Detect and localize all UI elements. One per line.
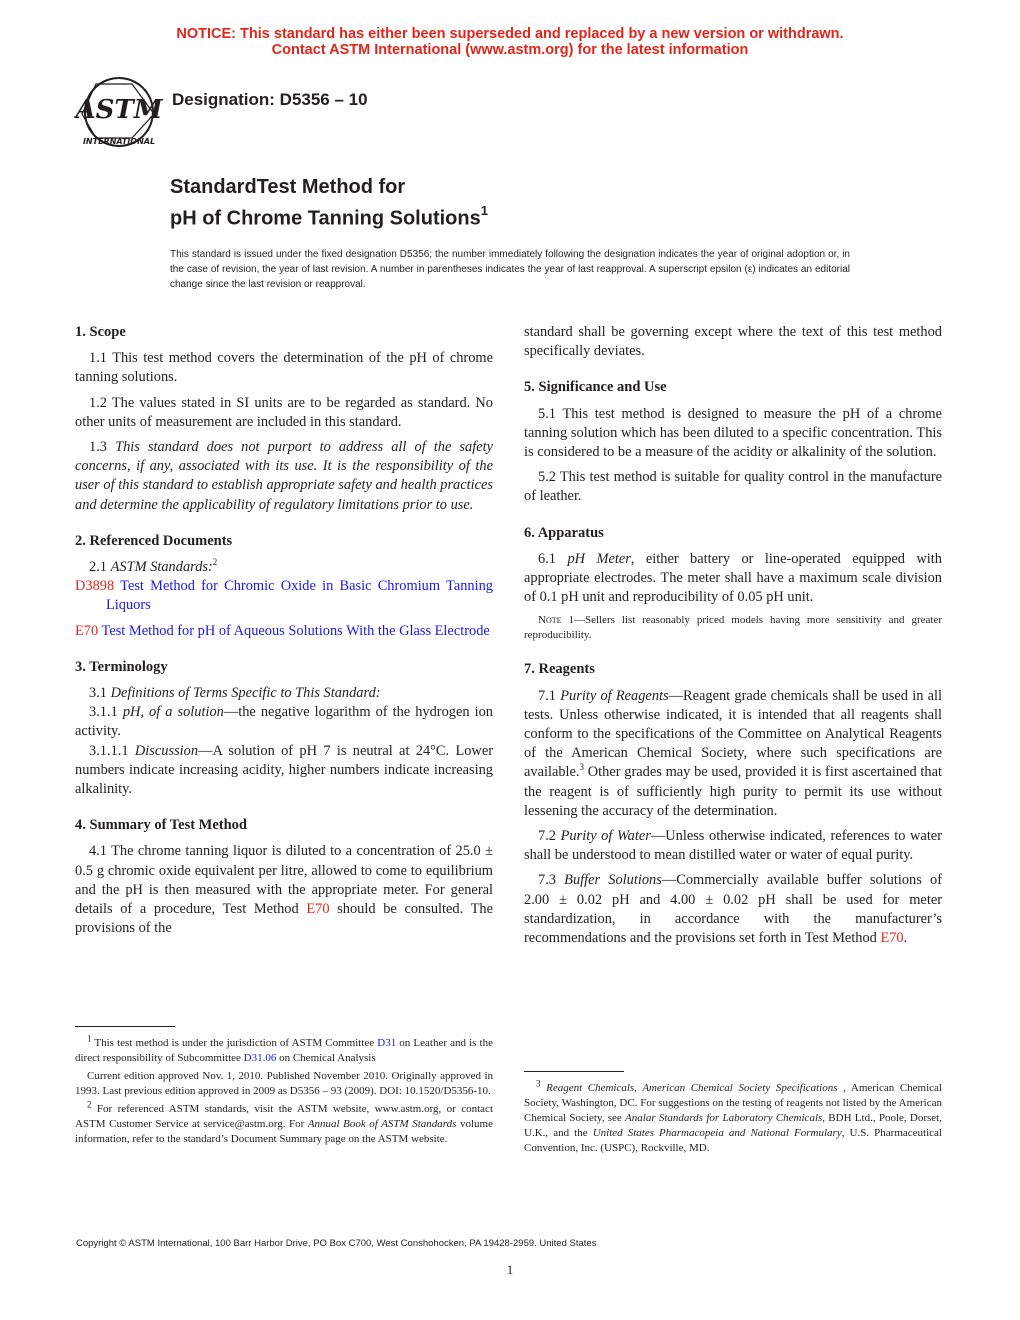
section-heading-scope: 1. Scope [75,324,126,340]
link-e70-reagents[interactable]: E70 [880,930,904,947]
paragraph-3-1-1: 3.1.1 pH, of a solution—the negative logarithm of the hydrogen ion activity. [75,704,493,740]
paragraph-1-1: 1.1 This test method covers the determination of the pH of chrome tanning solutions. [75,350,493,386]
paragraph-4-1: 4.1 The chrome tanning liquor is diluted to a concentration of 25.0 ± 0.5 g chromic oxide equivalent per litre, allowed to come to equilibrium and the pH is then measured with the appropriate meter. For general details of a procedure, Test Method E70 should be consulted. The provisions of the [75,843,493,937]
title-footnote-mark: 1 [480,203,488,218]
right-column [524,323,942,954]
copyright-line: Copyright © ASTM International, 100 Barr Harbor Drive, PO Box C700, West Conshohocken, PA 19428-2959. United States [76,1238,597,1249]
paragraph-3-1-1-1: 3.1.1.1 Discussion—A solution of pH 7 is neutral at 24°C. Lower numbers indicate increasing acidity, higher numbers indicate increasing alkalinity. [75,742,493,798]
logo-letters: ASTM [75,95,163,125]
paragraph-5-2: 5.2 This test method is suitable for quality control in the manufacture of leather. [524,469,942,505]
title-line-1: StandardTest Method for [170,176,406,198]
left-column [75,323,493,944]
astm-logo [74,74,164,148]
notice-line-2: Contact ASTM International (www.astm.org) for the latest information [271,42,749,58]
section-heading-summary: 4. Summary of Test Method [75,817,247,834]
footnotes-left [75,1033,493,1150]
footnote-1: $^1$ This test method is under the jurisdiction of ASTM Committee D31 on Leather and is the direct responsibility of Subcommittee D31.06 on Chemical Analysis [75,1033,493,1064]
footnotes-right [524,1078,942,1159]
paragraph-7-1: 7.1 Purity of Reagents—Reagent grade chemicals shall be used in all tests. Unless otherwise indicated, it is intended that all reagents shall conform to the specifications of the Committee on Analytical Reagents of the American Chemical Society, where such specifications are available.$^3$ Other grades may be used, provided it is first ascertained that the reagent is of sufficiently high purity to permit its use without lessening the accuracy of the determination. [524,687,943,819]
issuance-note: This standard is issued under the fixed designation D5356; the number immediately following the designation indicates the year of original adoption or, in the case of revision, the year of last revision. A number in parentheses indicates the year of last reapproval. A superscript epsilon (ε) indicates an editorial change since the last revision or reapproval. [170,249,850,290]
footnote-rule-right [524,1071,624,1072]
footnote-2: $^2$ For referenced ASTM standards, visit the ASTM website, www.astm.org, or contact ASTM Customer Service at service@astm.org. For Annual Book of ASTM Standards volume information, refer to the standard’s Document Summary page on the ASTM website. [75,1099,493,1145]
paragraph-7-3: 7.3 Buffer Solutions—Commercially available buffer solutions of 2.00 ± 0.02 pH and 4.00 ± 0.02 pH shall be used for meter standardization, in accordance with the manufacturer’s recommendations and the provisions set forth in Test Method E70. [524,872,942,947]
title-line-2: pH of Chrome Tanning Solutions$^1$ [170,203,488,230]
paragraph-2-1: 2.1 ASTM Standards:$^2$ [89,557,218,576]
section-heading-reagents: 7. Reagents [524,661,595,678]
paragraph-1-2: 1.2 The values stated in SI units are to be regarded as standard. No other units of measurement are included in this standard. [75,394,493,430]
section-heading-referenced: 2. Referenced Documents [75,532,233,549]
logo-subtext: INTERNATIONAL [82,137,156,146]
notice-line-1: NOTICE: This standard has either been superseded and replaced by a new version or withdrawn. [176,26,844,42]
page-number: 1 [506,1262,514,1277]
continuation-text: standard shall be governing except where the text of this test method specifically deviates. [524,324,942,360]
superseded-notice [0,26,1020,58]
link-d31-06[interactable]: D31.06 [243,1052,277,1064]
paragraph-3-1: 3.1 Definitions of Terms Specific to This Standard: [89,685,381,702]
designation: Designation: D5356 – 10 [172,90,368,109]
link-d31[interactable]: D31 [377,1037,397,1049]
reference-d3898[interactable]: D3898 Test Method for Chromic Oxide in Basic Chromium Tanning Liquors [75,578,493,614]
paragraph-6-1: 6.1 pH Meter, either battery or line-operated equipped with appropriate electrodes. The meter shall have a maximum scale division of 0.1 pH unit and reproducibility of 0.05 pH unit. [524,550,942,606]
section-heading-significance: 5. Significance and Use [524,379,667,396]
document-title [170,175,488,232]
footnote-1-approval: Current edition approved Nov. 1, 2010. Published November 2010. Originally approved in 1993. Last previous edition approved in 2009 as D5356 – 93 (2009). DOI: 10.1520/D5356-10. [75,1070,493,1097]
paragraph-1-3: 1.3 This standard does not purport to address all of the safety concerns, if any, associated with its use. It is the responsibility of the user of this standard to establish appropriate safety and health practices and determine the applicability of regulatory limitations prior to use. [75,439,493,513]
footnote-3: $^3$ Reagent Chemicals, American Chemical Society Specifications , American Chemical Society, Washington, DC. For suggestions on the testing of reagents not listed by the American Chemical Society, see Analar Standards for Laboratory Chemicals, BDH Ltd., Poole, Dorset, U.K., and the United States Pharmacopeia and National Formulary, U.S. Pharmaceutical Convention, Inc. (USPC), Rockville, MD. [524,1078,942,1154]
section-heading-apparatus: 6. Apparatus [524,524,604,541]
paragraph-5-1: 5.1 This test method is designed to measure the pH of a chrome tanning solution which has been diluted to a specific concentration. This is considered to be a measure of the acidity or alkalinity of the solution. [524,405,942,461]
section-heading-terminology: 3. Terminology [75,658,168,675]
link-e70[interactable]: E70 [306,901,330,918]
note-1: Note 1—Sellers list reasonably priced models having more sensitivity and greater reproducibility. [524,614,942,642]
reference-e70[interactable]: E70 Test Method for pH of Aqueous Solutions With the Glass Electrode [75,622,490,639]
footnote-rule-left [75,1026,175,1027]
paragraph-7-2: 7.2 Purity of Water—Unless otherwise indicated, references to water shall be understood to mean distilled water or water of equal purity. [524,828,942,864]
